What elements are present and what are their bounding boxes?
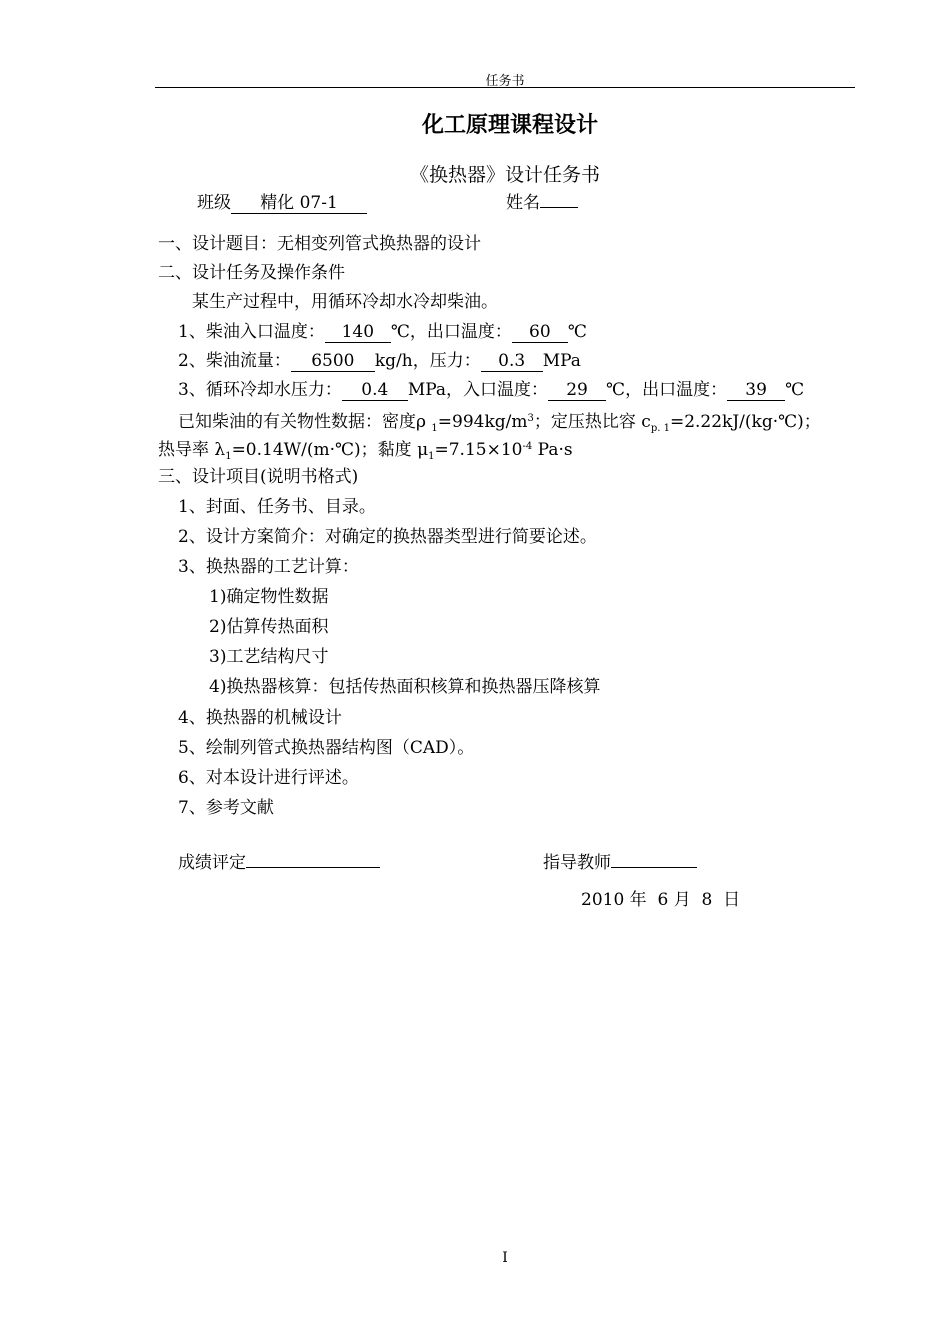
condition-2-label: 2、柴油流量： [178, 351, 291, 371]
list-item: 4)换热器核算：包括传热面积核算和换热器压降核算 [209, 677, 601, 697]
class-label: 班级 [197, 193, 231, 213]
condition-2-unit-2: MPa [542, 351, 581, 371]
section-3-heading: 三、设计项目(说明书格式) [158, 467, 359, 487]
condition-1 [178, 321, 587, 343]
page-header: 任务书 [485, 74, 525, 89]
condition-3-unit: MPa，入口温度： [407, 380, 549, 400]
grade-blank [246, 867, 380, 868]
condition-1-unit-2: ℃ [567, 322, 587, 342]
properties-line-2 [158, 436, 573, 468]
header-rule [155, 87, 855, 88]
section-1-heading: 一、设计题目：无相变列管式换热器的设计 [158, 234, 481, 254]
conductivity-value: =0.14W/(m·℃)；黏度 μ [231, 440, 429, 460]
class-field [197, 192, 367, 214]
diesel-outlet-temp: 60 [512, 322, 568, 343]
density-subscript: 1 [431, 423, 438, 434]
list-item: 2、设计方案简介：对确定的换热器类型进行简要论述。 [178, 527, 597, 547]
section-2-heading: 二、设计任务及操作条件 [158, 263, 345, 283]
density-exponent: 3 [527, 413, 534, 424]
conductivity-subscript: 1 [225, 451, 232, 462]
teacher-blank [611, 867, 697, 868]
document-title: 化工原理课程设计 [421, 113, 598, 138]
water-inlet-temp: 29 [548, 380, 606, 401]
condition-3-unit-3: ℃ [785, 380, 805, 400]
diesel-inlet-temp: 140 [325, 322, 391, 343]
list-item: 6、对本设计进行评述。 [178, 768, 359, 788]
list-item: 1、封面、任务书、目录。 [178, 497, 376, 517]
condition-3-unit-2: ℃，出口温度： [606, 380, 728, 400]
heat-capacity-label: ；定压热比容 c [533, 412, 651, 432]
list-item: 3)工艺结构尺寸 [209, 647, 329, 667]
viscosity-value: =7.15×10 [434, 440, 523, 460]
list-item: 2)估算传热面积 [209, 617, 329, 637]
name-label: 姓名 [506, 193, 540, 213]
name-field [506, 192, 578, 214]
grade-field [178, 852, 380, 874]
water-pressure: 0.4 [342, 380, 408, 401]
conductivity-label: 热导率 λ [158, 440, 226, 460]
date: 2010 年 6 月 8 日 [581, 890, 741, 910]
list-item: 3、换热器的工艺计算： [178, 557, 359, 577]
condition-3-label: 3、循环冷却水压力： [178, 380, 342, 400]
water-outlet-temp: 39 [727, 380, 785, 401]
diesel-pressure: 0.3 [481, 351, 543, 372]
list-item: 4、换热器的机械设计 [178, 708, 342, 728]
teacher-label: 指导教师 [543, 853, 611, 873]
document-subtitle: 《换热器》设计任务书 [409, 164, 600, 186]
viscosity-unit: Pa·s [532, 440, 573, 460]
viscosity-exponent: -4 [522, 441, 533, 452]
class-value: 精化 07-1 [231, 193, 367, 214]
page-number: I [502, 1250, 508, 1266]
condition-2-unit: kg/h，压力： [374, 351, 481, 371]
condition-2 [178, 350, 581, 372]
list-item: 1)确定物性数据 [209, 587, 329, 607]
intro-text: 某生产过程中，用循环冷却水冷却柴油。 [192, 292, 498, 312]
density-value: =994kg/m [437, 412, 528, 432]
condition-1-label: 1、柴油入口温度： [178, 322, 325, 342]
condition-3 [178, 379, 804, 401]
list-item: 5、绘制列管式换热器结构图（CAD）。 [178, 738, 475, 758]
list-item: 7、参考文献 [178, 798, 274, 818]
heat-capacity-subscript: p. 1 [650, 423, 670, 434]
name-blank [540, 207, 578, 208]
density-label: 已知柴油的有关物性数据：密度ρ [178, 412, 432, 432]
grade-label: 成绩评定 [178, 853, 246, 873]
viscosity-subscript: 1 [428, 451, 435, 462]
condition-1-unit: ℃，出口温度： [390, 322, 512, 342]
diesel-flow: 6500 [291, 351, 375, 372]
heat-capacity-value: =2.22kJ/(kg·℃)； [669, 412, 821, 432]
teacher-field [543, 852, 697, 874]
